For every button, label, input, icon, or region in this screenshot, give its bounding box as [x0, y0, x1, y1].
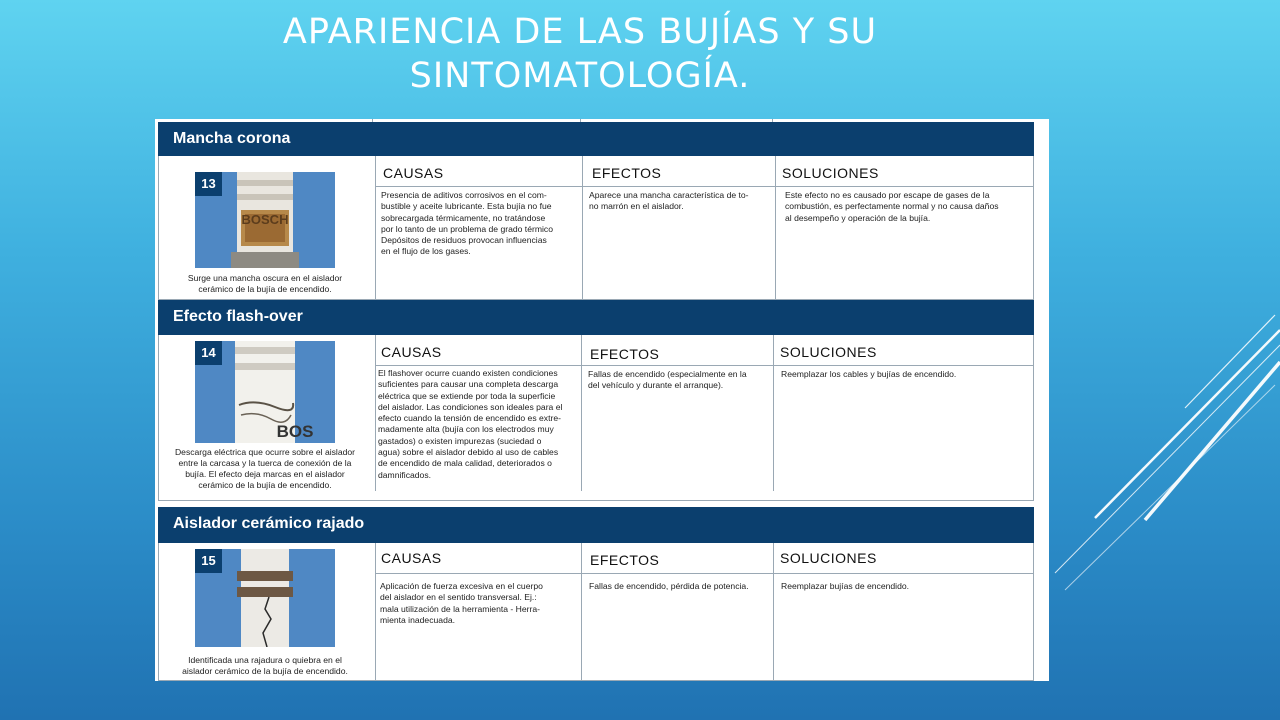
caption-14: Descarga eléctrica que ocurre sobre el aislador entre la carcasa y la tuerca de conexión de la bujía. El efecto deja marcas en el aislador cerámico de la bujía de encendido.	[174, 447, 356, 490]
efectos-text-15: Fallas de encendido, pérdida de potencia.	[589, 581, 749, 591]
decorative-lines	[1020, 290, 1280, 600]
efectos-heading-14: EFECTOS	[590, 346, 660, 362]
spark-plug-image-14	[195, 341, 335, 443]
caption-13: Surge una mancha oscura en el aislador cerámico de la bujía de encendido.	[187, 273, 343, 294]
soluciones-text-13: Este efecto no es causado por escape de gases de la combustión, es perfectamente normal y no causa daños al desempeño y operación de la bujía.	[785, 190, 999, 223]
slide-title-line-2: SINTOMATOLOGÍA.	[409, 56, 751, 96]
causas-heading-13: CAUSAS	[383, 165, 444, 181]
spark-plug-image-15	[195, 549, 335, 647]
causas-text-15: Aplicación de fuerza excesiva en el cuerpo del aislador en el sentido transversal. Ej.: mala utilización de la herramienta - Herra- mienta inadecuada.	[380, 581, 543, 625]
spark-plug-table	[155, 119, 1049, 681]
caption-15: Identificada una rajadura o quiebra en el aislador cerámico de la bujía de encendido.	[182, 655, 348, 676]
plug-brand-13: BOSCH	[241, 212, 289, 227]
efectos-heading-15: EFECTOS	[590, 552, 660, 568]
section-header-efecto-flash-over: Efecto flash-over	[158, 300, 1034, 335]
plug-brand-14: BOS	[276, 422, 314, 441]
soluciones-text-15: Reemplazar bujías de encendido.	[781, 581, 910, 591]
item-number-15: 15	[195, 549, 222, 573]
efectos-text-14: Fallas de encendido (especialmente en la del vehículo y durante el arranque).	[588, 369, 747, 391]
item-number-13: 13	[195, 172, 222, 196]
soluciones-text-14: Reemplazar los cables y bujías de encendido.	[781, 369, 957, 379]
efectos-heading-13: EFECTOS	[592, 165, 662, 181]
soluciones-heading-15: SOLUCIONES	[780, 550, 877, 566]
efectos-text-13: Aparece una mancha característica de to- no marrón en el aislador.	[589, 190, 749, 212]
section-header-mancha-corona: Mancha corona	[158, 122, 1034, 156]
slide-title-line-1: APARIENCIA DE LAS BUJÍAS Y SU	[282, 12, 878, 52]
slide-title	[150, 10, 1010, 98]
causas-heading-14: CAUSAS	[381, 344, 442, 360]
causas-text-13: Presencia de aditivos corrosivos en el com- bustible y aceite lubricante. Esta bujía no fue sobrecargada térmicamente, no tratándose por lo tanto de un problema de grado térmico Depósitos de residuos provocan influencias en el flujo de los gases.	[381, 190, 553, 257]
causas-text-14: El flashover ocurre cuando existen condiciones suficientes para causar una completa descarga eléctrica que se extiende por toda la superficie del aislador. Las condiciones son ideales para el efecto cuando la tensión de encendido es extre- madamente alta (bujía con los electrodos muy gastados) o existen impurezas (suciedad o agua) sobre el aislador debido al uso de cables de encendido de mala calidad, deteriorados o damnificados.	[378, 368, 563, 480]
item-number-14: 14	[195, 341, 222, 365]
spark-plug-image-13	[195, 172, 335, 268]
section-header-aislador-ceramico-rajado: Aislador cerámico rajado	[158, 507, 1034, 543]
soluciones-heading-13: SOLUCIONES	[782, 165, 879, 181]
causas-heading-15: CAUSAS	[381, 550, 442, 566]
soluciones-heading-14: SOLUCIONES	[780, 344, 877, 360]
